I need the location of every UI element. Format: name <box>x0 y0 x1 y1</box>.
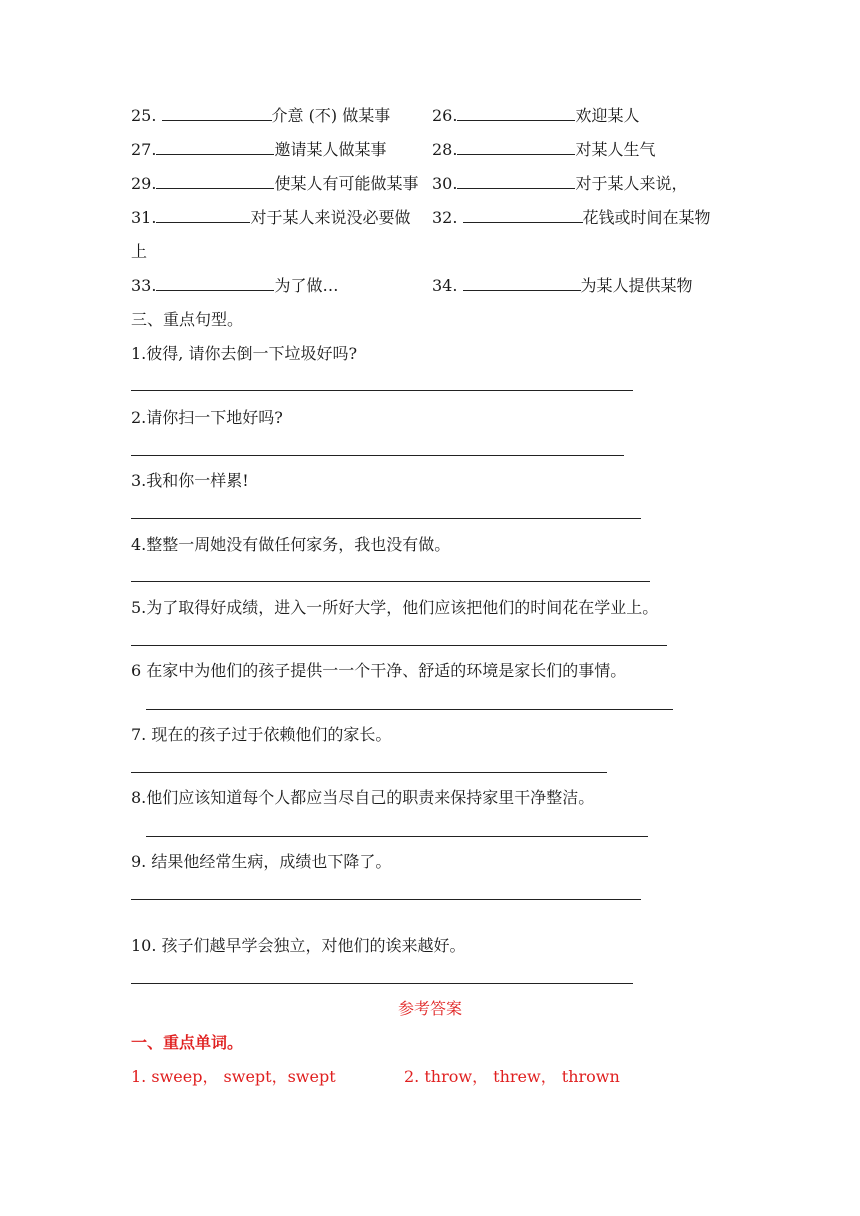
phrase-28 <box>432 140 655 159</box>
sentence-prompt: 7. 现在的孩子过于依赖他们的家长。 <box>131 725 392 744</box>
phrase-text: 对某人生气 <box>575 140 656 159</box>
answer-line[interactable] <box>131 455 624 456</box>
answer-section-title: 一、重点单词。 <box>131 1033 244 1052</box>
answer-item-1 <box>131 1067 336 1086</box>
answer-blank[interactable] <box>463 208 583 223</box>
phrase-32 <box>432 208 711 227</box>
sentence-prompt: 8.他们应该知道每个人都应当尽自己的职责来保持家里干净整洁。 <box>131 788 595 807</box>
phrase-number: 31. <box>131 208 157 227</box>
phrase-26 <box>432 106 639 125</box>
phrase-text: 欢迎某人 <box>575 106 640 125</box>
phrase-text: 为了做… <box>274 276 339 295</box>
sentence-prompt: 1.彼得, 请你去倒一下垃圾好吗? <box>131 344 358 363</box>
phrase-31-continuation: 上 <box>131 242 148 261</box>
answer-blank[interactable] <box>156 208 250 223</box>
answer-line[interactable] <box>131 983 633 984</box>
phrase-text: 邀请某人做某事 <box>274 140 387 159</box>
section-title: 三、重点句型。 <box>131 310 244 329</box>
phrase-29 <box>131 174 418 193</box>
phrase-text: 花钱或时间在某物 <box>582 208 711 227</box>
answer-line[interactable] <box>131 581 650 582</box>
sentence-prompt: 2.请你扫一下地好吗? <box>131 408 283 427</box>
answer-line[interactable] <box>131 390 633 391</box>
phrase-30 <box>432 174 687 193</box>
sentence-prompt: 5.为了取得好成绩，进入一所好大学，他们应该把他们的时间花在学业上。 <box>131 598 659 617</box>
answer-line[interactable] <box>131 772 607 773</box>
answer-line[interactable] <box>131 645 667 646</box>
phrase-31 <box>131 208 410 227</box>
answer-text: throw， threw， thrown <box>424 1067 620 1086</box>
phrase-number: 28. <box>432 140 458 159</box>
phrase-number: 27. <box>131 140 157 159</box>
answer-line[interactable] <box>131 899 641 900</box>
phrase-number: 33. <box>131 276 157 295</box>
answer-line[interactable] <box>146 836 648 837</box>
phrase-number: 29. <box>131 174 157 193</box>
phrase-number: 25. <box>131 106 162 125</box>
phrase-25 <box>131 106 390 125</box>
answer-blank[interactable] <box>156 174 274 189</box>
sentence-prompt: 3.我和你一样累! <box>131 471 249 490</box>
answer-blank[interactable] <box>457 140 575 155</box>
phrase-number: 30. <box>432 174 458 193</box>
answer-blank[interactable] <box>156 276 274 291</box>
answer-item-2 <box>404 1067 620 1086</box>
answer-number: 2. <box>404 1067 420 1086</box>
phrase-number: 26. <box>432 106 458 125</box>
answer-blank[interactable] <box>457 106 575 121</box>
answer-text: sweep， swept，swept <box>151 1067 336 1086</box>
phrase-text: 使某人有可能做某事 <box>274 174 419 193</box>
sentence-prompt: 10. 孩子们越早学会独立，对他们的诶来越好。 <box>131 936 466 955</box>
phrase-33 <box>131 276 338 295</box>
phrase-27 <box>131 140 386 159</box>
answer-number: 1. <box>131 1067 147 1086</box>
sentence-prompt: 6 在家中为他们的孩子提供一一个干净、舒适的环境是家长们的事情。 <box>131 661 627 680</box>
phrase-text: 介意 (不) 做某事 <box>271 106 391 125</box>
sentence-prompt: 4.整整一周她没有做任何家务，我也没有做。 <box>131 535 451 554</box>
phrase-text: 对于某人来说， <box>575 174 688 193</box>
phrase-text: 对于某人来说没必要做 <box>250 208 411 227</box>
answer-line[interactable] <box>146 709 673 710</box>
phrase-34 <box>432 276 693 295</box>
answer-blank[interactable] <box>156 140 274 155</box>
answer-blank[interactable] <box>457 174 575 189</box>
answer-line[interactable] <box>131 518 641 519</box>
phrase-number: 32. <box>432 208 463 227</box>
answer-key-title: 参考答案 <box>397 999 462 1018</box>
sentence-prompt: 9. 结果他经常生病，成绩也下降了。 <box>131 852 392 871</box>
answer-blank[interactable] <box>162 106 272 121</box>
phrase-text: 为某人提供某物 <box>580 276 693 295</box>
answer-blank[interactable] <box>463 276 581 291</box>
phrase-number: 34. <box>432 276 463 295</box>
